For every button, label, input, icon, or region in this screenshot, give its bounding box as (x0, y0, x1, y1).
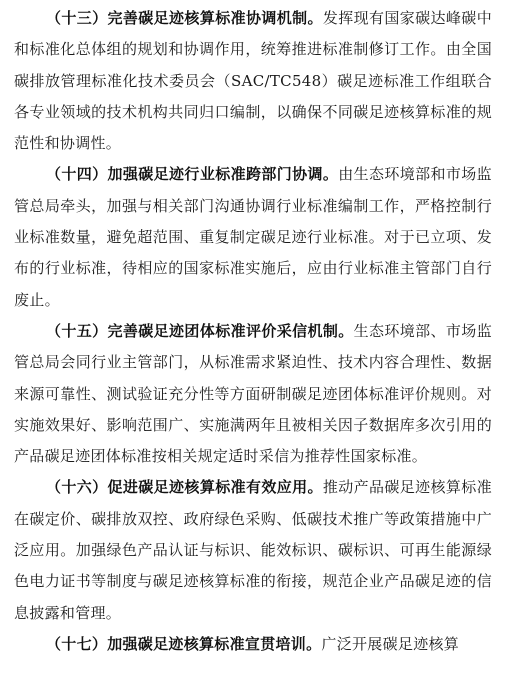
paragraph-14-body: 由生态环境部和市场监管总局牵头，加强与相关部门沟通协调行业标准编制工作，严格控制行业标准数量，避免超范围、重复制定碳足迹行业标准。对于已立项、发布的行业标准，待相应的国家标准实施后，应由行业标准主管部门自行废止。 (14, 165, 492, 309)
paragraph-16-heading: （十六）促进碳足迹核算标准有效应用。 (46, 478, 323, 497)
paragraph-14 (14, 159, 492, 315)
paragraph-17 (14, 629, 492, 660)
paragraph-13-heading: （十三）完善碳足迹核算标准协调机制。 (46, 9, 323, 27)
paragraph-17-body: 广泛开展碳足迹核算 (321, 634, 460, 653)
paragraph-17-heading: （十七）加强碳足迹核算标准宣贯培训。 (46, 634, 322, 653)
paragraph-16 (14, 472, 492, 628)
paragraph-13 (14, 3, 492, 159)
paragraph-15 (14, 316, 492, 472)
document-body (14, 3, 492, 660)
paragraph-16-body: 推动产品碳足迹核算标准在碳定价、碳排放双控、政府绿色采购、低碳技术推广等政策措施中广泛应用。加强绿色产品认证与标识、能效标识、碳标识、可再生能源绿色电力证书等制度与碳足迹核算标准的衔接，规范企业产品碳足迹的信息披露和管理。 (14, 478, 492, 622)
paragraph-15-body: 生态环境部、市场监管总局会同行业主管部门，从标准需求紧迫性、技术内容合理性、数据来源可靠性、测试验证充分性等方面研制碳足迹团体标准评价规则。对实施效果好、影响范围广、实施满两年且被相关因子数据库多次引用的产品碳足迹团体标准按相关规定适时采信为推荐性国家标准。 (14, 321, 492, 466)
paragraph-15-heading: （十五）完善碳足迹团体标准评价采信机制。 (46, 321, 354, 340)
paragraph-14-heading: （十四）加强碳足迹行业标准跨部门协调。 (46, 165, 339, 184)
paragraph-13-body: 发挥现有国家碳达峰碳中和标准化总体组的规划和协调作用，统筹推进标准制修订工作。由全国碳排放管理标准化技术委员会（SAC/TC548）碳足迹标准工作组联合各专业领域的技术机构共同归口编制，以确保不同碳足迹核算标准的规范性和协调性。 (14, 9, 492, 153)
